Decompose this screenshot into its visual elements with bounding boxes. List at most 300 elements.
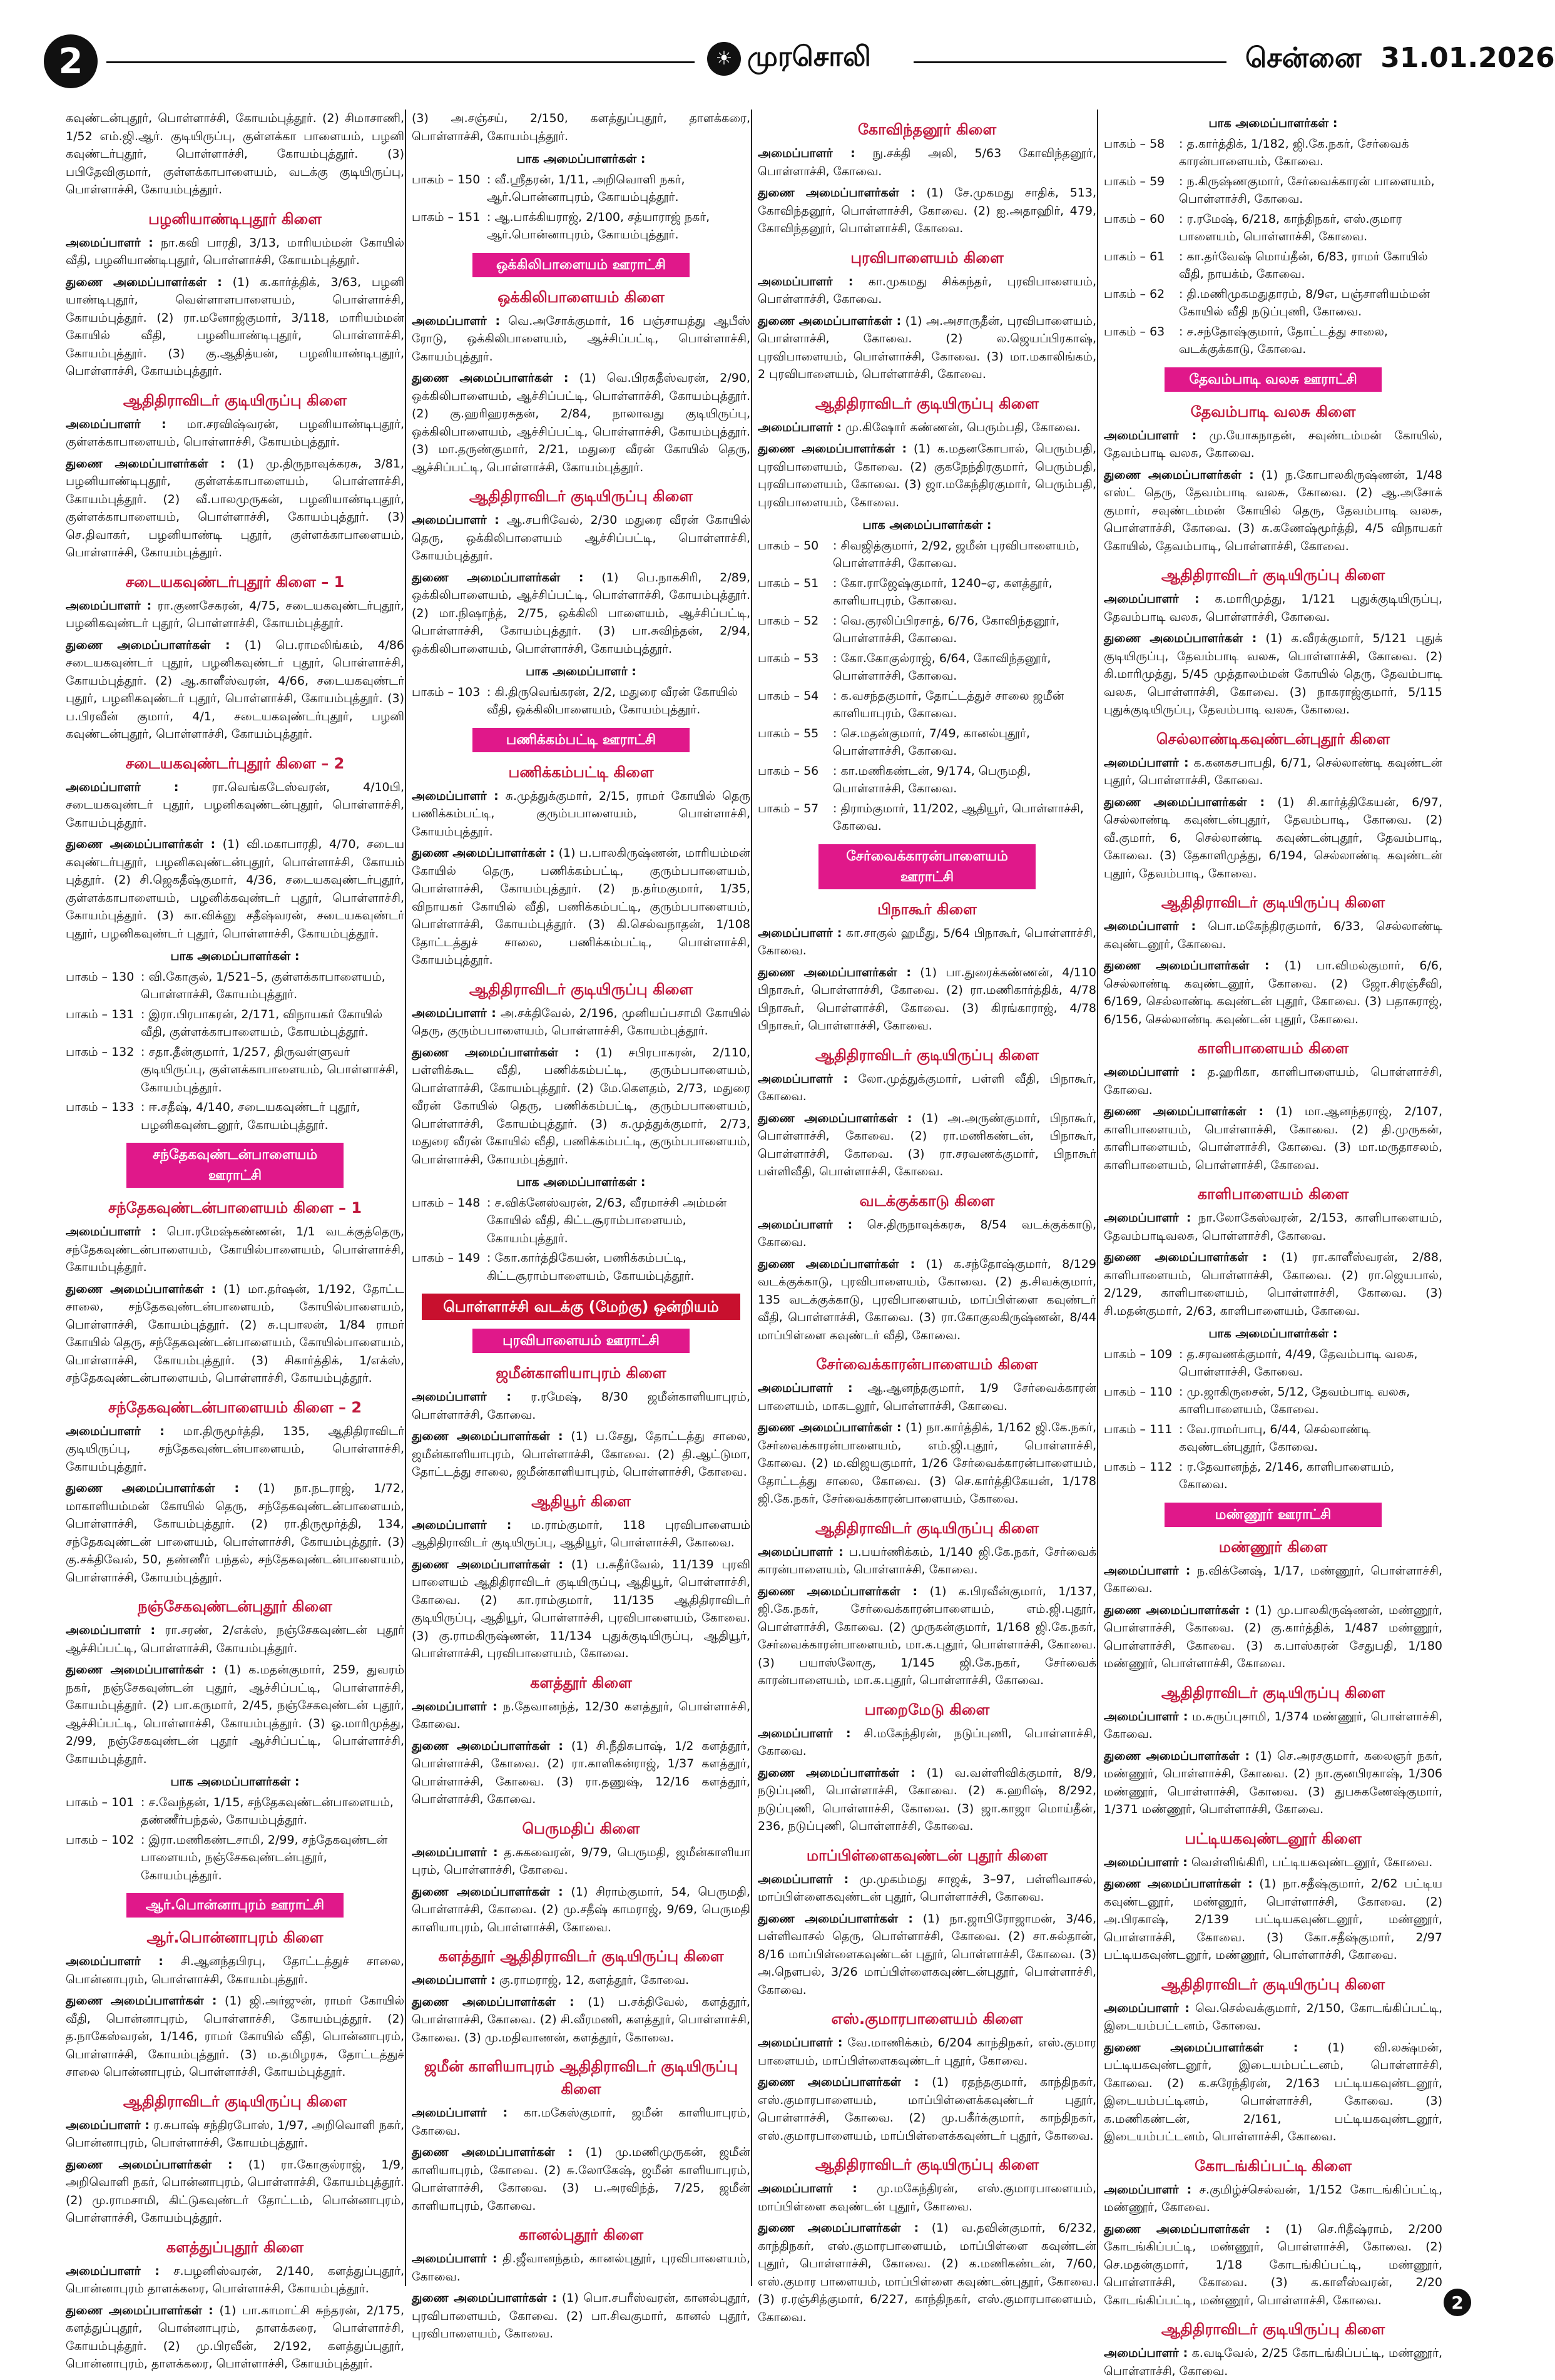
role-label: துணை அமைப்பாளர்கள் :: [412, 1994, 574, 2009]
appointment-text: ச.பழனிஸ்வரன், 2/140, களத்துப்புதூர், பொன்னாபுரம் தாளக்கரை, பொள்ளாச்சி, கோயம்புத்தூர்.: [66, 2264, 404, 2296]
appointment-paragraph: [412, 1427, 750, 1481]
appointment-text: செ.திருநாவுக்கரசு, 8/54 வடக்குக்காடு, கோவை.: [758, 1217, 1097, 1249]
appointment-text: (1) சி.கார்த்திகேயன், 6/97, செல்லாண்டி கவுண்டன்புதூர், தேவம்பாடி, கோவை. (2) வீ.குமார், 6, செல்லாண்டி கவுண்டன்புதூர், தேவம்பாடி, கோவை. (3) தேகாளிமுத்து, 6/194, செல்லாண்டி கவுண்டன் புதூர், தேவம்பாடி, கோவை.: [1104, 795, 1442, 881]
appointment-text: த.சுகவைரன், 9/79, பெருமதி, ஜமீன்காளியா புரம், பொள்ளாச்சி, கோவை.: [412, 1845, 750, 1877]
role-label: துணை அமைப்பாளர்கள் :: [1104, 1877, 1253, 1891]
branch-heading: காளிபாளையம் கிளை: [1197, 1185, 1349, 1203]
appointment-paragraph: [66, 779, 404, 832]
booth-row: [412, 1249, 750, 1285]
booth-organiser: : ச.சந்தோஷ்குமார், தோட்டத்து சாலை, வடக்குக்காடு, கோவை.: [1179, 324, 1388, 356]
appointment-paragraph: [758, 145, 1096, 180]
booth-organiser: : கோ.ராஜேஷ்குமார், 1240–ஏ, களத்தூர், காளியாபுரம், கோவை.: [833, 576, 1053, 608]
appointment-text: (3) அ.சஞ்சய், 2/150, களத்துப்புதூர், தாளக்கரை, பொள்ளாச்சி, கோயம்புத்தூர்.: [412, 111, 750, 143]
column-2: [412, 110, 751, 2341]
dateline: [1245, 42, 1555, 78]
column-1: [66, 110, 405, 2371]
panchayat-banner: சந்தேகவுண்டன்பாளையம் ஊராட்சி: [126, 1143, 344, 1188]
appointment-text: பொ.ரமேஷ்கண்ணன், 1/1 வடக்குத்தெரு, சந்தேகவுண்டன்பாளையம், கோயில்பாளையம், பொள்ளாச்சி, கோயம்புத்தூர்.: [66, 1225, 404, 1274]
role-label: துணை அமைப்பாளர்கள் :: [66, 837, 216, 851]
branch-heading: பெருமதிப் கிளை: [522, 1819, 640, 1837]
appointment-text: ஆ.சபரிவேல், 2/30 மதுரை வீரன் கோயில் தெரு, ஒக்கிலிபாளையம் ஆச்சிப்பட்டி, பொள்ளாச்சி, கோயம்புத்தூர்.: [412, 513, 750, 563]
appointment-text: வெ.செல்வக்குமார், 2/150, கோடங்கிப்பட்டி, இடையம்பட்டனம், கோவை.: [1104, 2001, 1443, 2033]
booth-number: பாகம் – 51: [758, 576, 819, 590]
role-label: அமைப்பாளர் :: [1104, 2346, 1188, 2360]
booth-row: [412, 683, 750, 719]
role-label: துணை அமைப்பாளர்கள் :: [1104, 1105, 1264, 1118]
booth-organiser: : ச.வேந்தன், 1/15, சந்தேகவுண்டன்பாளையம், தண்ணீர்பந்தல், கோயம்புத்தூர்.: [141, 1795, 394, 1827]
booth-number: பாகம் – 60: [1104, 212, 1165, 226]
appointment-text: மா.திருமூர்த்தி, 135, ஆதிதிராவிடர் குடியிருப்பு, சந்தேகவுண்டன்பாளையம், பொள்ளாச்சி, கோயம்புத்தூர்.: [66, 1424, 404, 1474]
appointment-text: (1) ப.சக்திவேல், களத்தூர், பொள்ளாச்சி, கோவை. (2) சி.வீரமணி, களத்தூர், பொள்ளாச்சி, கோவை. (3) மு.மதிவாணன், களத்தூர், கோவை.: [412, 1994, 750, 2045]
booth-number: பாகம் – 131: [66, 1007, 135, 1021]
appointment-paragraph: [1104, 1747, 1442, 1819]
appointment-text: லோ.முத்துக்குமார், பள்ளி வீதி, பிநாகூர், கோவை.: [758, 1071, 1097, 1103]
appointment-paragraph: [758, 924, 1096, 960]
booth-number: பாகம் – 112: [1104, 1459, 1173, 1474]
section-subheading: பாக அமைப்பாளர்கள் :: [1208, 116, 1338, 130]
masthead-title: முரசொலி: [747, 41, 871, 73]
role-label: அமைப்பாளர் :: [412, 1518, 512, 1532]
appointment-paragraph: [1104, 1875, 1442, 1964]
booth-row: [66, 1098, 404, 1134]
appointment-paragraph: [1104, 2039, 1442, 2146]
role-label: துணை அமைப்பாளர்கள் :: [412, 1884, 563, 1899]
booth-organiser: : கோ.கோகுல்ராஜ், 6/64, கோவிந்தனூர், பொள்ளாச்சி, கோவை.: [833, 651, 1051, 683]
appointment-text: (1) க.கார்த்திக், 3/63, பழனி யாண்டிபுதூர், வெள்ளாளபாளையம், பொள்ளாச்சி, கோயம்புத்தூர். (2) ரா.மனோஜ்குமார், 3/118, மாரியம்மன் கோயில் வீதி, பழனியாண்டிபுதூர், பொள்ளாச்சி, கோயம்புத்தூர். (3) கு.ஆதித்யன், பழனியாண்டிபுதூர், பொள்ளாச்சி, கோயம்புத்தூர்.: [66, 275, 405, 378]
appointment-text: க.வடிவேல், 2/25 கோடங்கிப்பட்டி, மண்ணூர், பொள்ளாச்சி, கோவை.: [1104, 2346, 1443, 2378]
branch-heading: கோவிந்தனூர் கிளை: [857, 121, 997, 138]
booth-row: [66, 1006, 404, 1041]
appointment-paragraph: [412, 110, 750, 145]
appointment-text: ஆ.ஆனந்தகுமார், 1/9 சேர்வைக்காரன் பாளையம், மாகடலூர், பொள்ளாச்சி, கோவை.: [758, 1381, 1096, 1413]
appointment-text: (1) ப.சுதீர்வேல், 11/139 புரவி பாளையம் ஆதிதிராவிடர் குடியிருப்பு, ஆதியூர், பொள்ளாச்சி, கோவை. (2) கா.ராம்குமார், 11/135 ஆதிதிராவிடர் குடியிருப்பு, ஆதியூர், பொள்ளாச்சி, புரவிபாளையம், கோவை. (3) கு.ராமகிருஷ்ணன், 11/134 புதுக்குடியிருப்பு, ஆதியூர், பொள்ளாச்சி, புரவிபாளையம், கோவை.: [412, 1557, 750, 1660]
appointment-text: (1) மா.ஆனந்தராஜ், 2/107, காளிபாளையம், பொள்ளாச்சி, கோவை. (2) தி.முருகன், காளிபாளையம், பொள்ளாச்சி, கோவை. (3) மா.மருதாசலம், காளிபாளையம், பொள்ளாச்சி, கோவை.: [1104, 1105, 1442, 1172]
appointment-text: நு.சக்தி அலி, 5/63 கோவிந்தனூர், பொள்ளாச்சி, கோவை.: [758, 146, 1096, 178]
appointment-paragraph: [412, 1971, 750, 1989]
appointment-paragraph: [758, 1764, 1096, 1836]
appointment-text: ந.தேவானந்த், 12/30 களத்தூர், பொள்ளாச்சி, கோவை.: [412, 1699, 751, 1731]
branch-heading: ஜமீன் காளியாபுரம் ஆதிதிராவிடர் குடியிருப்பு கிளை: [424, 2058, 738, 2098]
booth-row: [1104, 210, 1442, 246]
booth-number: பாகம் – 110: [1104, 1384, 1173, 1399]
booth-row: [758, 687, 1096, 723]
appointment-text: மு.முகம்மது சாஜக், 3–97, பள்ளிவாசல், மாப்பிள்ளைகவுண்டன் புதூர், பொள்ளாச்சி, கோவை.: [758, 1872, 1096, 1904]
role-label: துணை அமைப்பாளர்கள் :: [66, 275, 222, 289]
panchayat-banner: புரவிபாளையம் ஊராட்சி: [472, 1329, 690, 1353]
role-label: அமைப்பாளர் :: [66, 235, 153, 250]
booth-number: பாகம் – 58: [1104, 136, 1165, 151]
appointment-paragraph: [412, 2104, 750, 2140]
role-label: துணை அமைப்பாளர்கள் :: [66, 1663, 217, 1677]
header-rule-left: [106, 61, 695, 63]
appointment-paragraph: [412, 2250, 750, 2286]
branch-heading: ஆதிதிராவிடர் குடியிருப்பு கிளை: [469, 488, 693, 505]
booth-number: பாகம் – 101: [66, 1795, 135, 1809]
appointment-text: கா.முகமது சிக்கந்தர், புரவிபாளையம், பொள்ளாச்சி, கோவை.: [758, 274, 1096, 306]
appointment-text: (1) வெ.பிரகதீஸ்வரன், 2/90, ஒக்கிலிபாளையம், ஆச்சிப்பட்டி, பொள்ளாச்சி, கோயம்புத்தூர். (2) கு.ஹரிஹரசுதன், 2/84, நாலாவது குடியிருப்பு, ஒக்கிலிபாளையம், ஆச்சிப்பட்டி, பொள்ளாச்சி, கோயம்புத்தூர். (3) மா.தருண்குமார், 2/21, மதுரை வீரன் கோயில் தெரு, ஆச்சிப்பட்டி, பொள்ளாச்சி, கோயம்புத்தூர்.: [412, 371, 750, 474]
appointment-paragraph: [412, 1388, 750, 1424]
footer-page-number: 2: [1444, 2289, 1471, 2316]
booth-row: [1104, 323, 1442, 359]
appointment-text: த.ஹரிகா, காளிபாளையம், பொள்ளாச்சி, கோவை.: [1104, 1065, 1443, 1097]
section-subheading: பாக அமைப்பாளர்கள் :: [1208, 1327, 1338, 1341]
appointment-paragraph: [758, 1379, 1096, 1415]
role-label: அமைப்பாளர் :: [758, 1071, 849, 1086]
role-label: துணை அமைப்பாளர்கள் :: [412, 2145, 573, 2159]
role-label: அமைப்பாளர் :: [1104, 1709, 1188, 1724]
branch-heading: ஆதிதிராவிடர் குடியிருப்பு கிளை: [815, 1519, 1039, 1537]
appointment-text: (1) சபிரபாகரன், 2/110, பள்ளிக்கூட வீதி, பணிக்கம்பட்டி, குரும்பபாளையம், பொள்ளாச்சி, கோயம்புத்தூர். (2) மே.கௌதம், 2/73, மதுரை வீரன் கோயில் தெரு, பணிக்கம்பட்டி, குரும்பபாளையம், பொள்ளாச்சி, கோயம்புத்தூர். (3) சு.முத்துக்குமார், 2/73, மதுரை வீரன் கோயில் வீதி, பணிக்கம்பட்டி, குரும்பபாளையம், பொள்ளாச்சி, கோயம்புத்தூர்.: [412, 1045, 751, 1167]
appointment-text: (1) பொ.சபரீஸ்வரன், கானல்புதூர், புரவிபாளையம், கோவை. (2) பா.சிவகுமார், கானல் புதூர், புரவிபாளையம், கோவை.: [412, 2291, 751, 2341]
booth-row: [758, 650, 1096, 685]
booth-number: பாகம் – 57: [758, 801, 819, 815]
appointment-paragraph: [66, 1622, 404, 1657]
booth-number: பாகம் – 61: [1104, 249, 1165, 263]
branch-heading: சேர்வைக்காரன்பாளையம் கிளை: [816, 1356, 1038, 1373]
booth-organiser: : தி.மணிமுகமதுதாரம், 8/9எ, பஞ்சாளியம்மன் கோயில் வீதி நடுப்புணி, கோவை.: [1179, 287, 1430, 319]
appointment-text: (1) செ.ரிதீஷ்ராம், 2/200 கோடங்கிப்பட்டி, மண்ணூர், பொள்ளாச்சி, கோவை. (2) செ.மதன்குமார், 1/18 கோடங்கிப்பட்டி, மண்ணூர், பொள்ளாச்சி, கோவை. (3) க.காளீஸ்வரன், 2/20 கோடங்கிப்பட்டி, மண்ணூர், பொள்ளாச்சி, கோவை.: [1104, 2222, 1442, 2307]
appointment-paragraph: [412, 1993, 750, 2047]
section-subheading: பாக அமைப்பாளர்கள் :: [170, 949, 300, 963]
role-label: துணை அமைப்பாளர்கள் :: [412, 1557, 563, 1571]
booth-row: [1104, 248, 1442, 283]
appointment-text: (1) மு.மணிமுருகன், ஜமீன் காளியாபுரம், கோவை. (2) சு.லோகேஷ், ஜமீன் காளியாபுரம், பொள்ளாச்சி, கோவை. (3) ப.அரவிந்த், 7/25, ஜமீன் காளியாபுரம், கோவை.: [412, 2145, 750, 2213]
branch-heading: பழனியாண்டிபுதூர் கிளை: [148, 210, 322, 228]
appointment-paragraph: [412, 1844, 750, 1879]
role-label: அமைப்பாளர் :: [66, 780, 179, 794]
booth-row: [1104, 1421, 1442, 1456]
role-label: துணை அமைப்பாளர்கள் :: [758, 1257, 915, 1271]
appointment-text: (1) வ.வள்ளிவிக்குமார், 8/9, நடுப்புணி, பொள்ளாச்சி, கோவை. (2) க.ஹரிஷ், 8/292, நடுப்புணி, பொள்ளாச்சி, கோவை. (3) ஜா.காஜா மொய்தீன், 236, நடுப்புணி, பொள்ளாச்சி, கோவை.: [758, 1765, 1097, 1833]
role-label: துணை அமைப்பாளர்கள் :: [412, 1045, 579, 1060]
role-label: அமைப்பாளர் :: [66, 1954, 163, 1968]
branch-heading: தேவம்பாடி வலசு கிளை: [1190, 402, 1356, 421]
branch-heading: எஸ்.குமாரபாளையம் கிளை: [831, 2010, 1023, 2028]
appointment-paragraph: [66, 1953, 404, 1988]
appointment-paragraph: [412, 844, 750, 969]
appointment-text: ப.பயர்ணிக்கம், 1/140 ஜி.கே.நகர், சேர்வைக் காரன்பாளையம், பொள்ளாச்சி, கோவை.: [758, 1545, 1096, 1576]
branch-heading: சடையகவுண்டர்புதூர் கிளை – 1: [125, 573, 345, 591]
appointment-paragraph: [412, 511, 750, 565]
header-rule-right: [914, 61, 1226, 63]
role-label: துணை அமைப்பாளர்கள் :: [758, 2221, 919, 2235]
page-number-badge: 2: [44, 34, 98, 88]
role-label: அமைப்பாளர் :: [1104, 592, 1200, 606]
booth-row: [66, 968, 404, 1004]
role-label: அமைப்பாளர் :: [66, 1623, 156, 1637]
role-label: துணை அமைப்பாளர்கள் :: [66, 1994, 217, 2008]
appointment-paragraph: [412, 1737, 750, 1809]
booth-organiser: : ஆ.பாக்கியராஜ், 2/100, சத்யாராஜ் நகர், ஆர்.பொன்னாபுரம், கோயம்புத்தூர்.: [487, 210, 710, 242]
appointment-text: ந.விக்னேஷ், 1/17, மண்ணூர், பொள்ளாச்சி, கோவை.: [1104, 1563, 1442, 1595]
booth-row: [412, 171, 750, 207]
appointment-paragraph: [1104, 754, 1442, 790]
role-label: அமைப்பாளர் :: [412, 1699, 497, 1713]
appointment-paragraph: [1104, 917, 1442, 953]
appointment-text: (1) க.மதன்குமார், 259, துவரம் நகர், நஞ்சேகவுண்டன் புதூர், ஆச்சிப்பட்டி, பொள்ளாச்சி, கோயம்புத்தூர். (2) பா.கருமார், 2/45, நஞ்சேகவுண்டன் புதூர், ஆச்சிப்பட்டி, பொள்ளாச்சி, கோயம்புத்தூர். (3) ஓ.மாரிமுத்து, 2/99, நஞ்சேகவுண்டன் புதூர் ஆச்சிப்பட்டி, பொள்ளாச்சி, கோயம்புத்தூர்.: [66, 1663, 405, 1766]
appointment-paragraph: [758, 1871, 1096, 1906]
role-label: அமைப்பாளர் :: [1104, 1211, 1191, 1225]
appointment-paragraph: [412, 1044, 750, 1169]
appointment-text: சி.ஆனந்தபிரபு, தோட்டத்துச் சாலை, பொன்னாபுரம், பொள்ளாச்சி, கோயம்புத்தூர்.: [66, 1954, 404, 1986]
appointment-paragraph: [1104, 630, 1442, 719]
role-label: துணை அமைப்பாளர்கள் :: [412, 371, 569, 385]
role-label: துணை அமைப்பாளர்கள் :: [412, 1739, 564, 1753]
branch-heading: சடையகவுண்டர்புதூர் கிளை – 2: [125, 754, 345, 772]
appointment-text: (1) ந.கோபாலகிருஷ்ணன், 1/48 எஸ்ட் தெரு, தேவம்பாடி வலசு, கோவை. (2) ஆ.அசோக் குமார், சவுண்டம்மன் கோயில் தெரு, தேவம்பாடி வலசு, பொள்ளாச்சி, கோவை. (3) சு.கணேஷ்மூர்த்தி, 4/5 விநாயகர் கோயில், தேவம்பாடி, பொள்ளாச்சி, கோவை.: [1104, 467, 1442, 553]
branch-heading: களத்தூர் கிளை: [530, 1673, 632, 1692]
appointment-paragraph: [758, 1910, 1096, 2000]
appointment-paragraph: [66, 2302, 404, 2373]
role-label: அமைப்பாளர் :: [412, 2106, 508, 2120]
branch-heading: ஆதிதிராவிடர் குடியிருப்பு கிளை: [815, 1046, 1039, 1064]
booth-number: பாகம் – 130: [66, 969, 135, 984]
booth-organiser: : சதா.தீன்குமார், 1/257, திருவள்ளுவர் குடியிருப்பு, குள்ளக்காபாளையம், பொள்ளாச்சி, கோயம்புத்தூர்.: [141, 1044, 399, 1095]
booth-organiser: : ந.கிருஷ்ணகுமார், சேர்வைக்காரன் பாளையம், பொள்ளாச்சி, கோவை.: [1179, 174, 1435, 206]
appointment-paragraph: [66, 234, 404, 270]
role-label: துணை அமைப்பாளர்கள் :: [758, 2075, 919, 2089]
appointment-paragraph: [412, 1516, 750, 1552]
appointment-paragraph: [412, 2143, 750, 2215]
appointment-paragraph: [412, 2289, 750, 2343]
panchayat-banner: மண்ணூர் ஊராட்சி: [1165, 1503, 1382, 1527]
appointment-paragraph: [758, 312, 1096, 384]
appointment-paragraph: [66, 1992, 404, 2081]
appointment-text: ச.குமிழ்ச்செல்வன், 1/152 கோடங்கிப்பட்டி, மண்ணூர், கோவை.: [1104, 2182, 1443, 2214]
role-label: துணை அமைப்பாளர்கள் :: [1104, 631, 1257, 645]
appointment-text: (1) அ.அசாருதீன், புரவிபாளையம், பொள்ளாச்சி, கோவை. (2) ல.ஜெயப்பிரகாஷ், புரவிபாளையம், பொள்ளாச்சி, கோவை. (3) மா.மகாலிங்கம், 2 புரவிபாளையம், பொள்ளாச்சி, கோவை.: [758, 314, 1096, 381]
dateline-city: சென்னை: [1245, 42, 1362, 74]
appointment-text: கவுண்டன்புதூர், பொள்ளாச்சி, கோயம்புத்தூர். (2) சிமாசாணி, 1/52 எம்.ஜி.ஆர். குடியிருப்பு, குள்ளக்கா பாளையம், பழனி கவுண்டர்புதூர், பொள்ளாச்சி, கோயம்புத்தூர். (3) பபிதேவிகுமார், குள்ளக்காபாளையம், வடக்கு குடியிருப்பு, பொள்ளாச்சி, கோயம்புத்தூர்.: [66, 111, 404, 197]
booth-organiser: : கா.தர்வேஷ் மொய்தீன், 6/83, ராமர் கோயில் வீதி, நாயக்ம், கோவை.: [1179, 249, 1428, 281]
branch-heading: ஒக்கிலிபாளையம் கிளை: [497, 288, 665, 306]
appointment-text: (1) பா.விமல்குமார், 6/6, செல்லாண்டி கவுண்டனூர், கோவை. (2) ஜோ.சிரஞ்சீவி, 6/169, செல்லாண்டி கவுண்டன் புதூர், கோவை. (3) பதாசுராஜ், 6/156, செல்லாண்டி கவுண்டன் புதூர், கோவை.: [1104, 959, 1442, 1026]
role-label: அமைப்பாளர் :: [66, 598, 152, 613]
booth-organiser: : த.சரவணக்குமார், 4/49, தேவம்பாடி வலசு, பொள்ளாச்சி, கோவை.: [1179, 1347, 1418, 1379]
booth-row: [412, 1194, 750, 1248]
appointment-paragraph: [412, 312, 750, 366]
appointment-paragraph: [66, 273, 404, 380]
appointment-paragraph: [66, 110, 404, 199]
appointment-text: க.கனகசபாபதி, 6/71, செல்லாண்டி கவுண்டன் புதூர், பொள்ளாச்சி, கோவை.: [1104, 755, 1443, 787]
booth-number: பாகம் – 63: [1104, 324, 1165, 339]
appointment-text: ரா.வெங்கடேஸ்வரன், 4/10பி, சடையகவுண்டர் புதூர், பழனிகவுண்டன்புதூர், பொள்ளாச்சி, கோயம்புத்தூர்.: [66, 780, 404, 830]
role-label: துணை அமைப்பாளர்கள் :: [1104, 1749, 1250, 1763]
appointment-text: வே.மாணிக்கம், 6/204 காந்திநகர், எஸ்.குமார பாளையம், மாப்பிள்ளைகவுண்டர் புதூர், கோவை.: [758, 2036, 1096, 2068]
appointment-text: தி.ஜீவானந்தம், கானல்புதூர், புரவிபாளையம், கோவை.: [412, 2252, 751, 2284]
role-label: அமைப்பாளர் :: [758, 2182, 857, 2195]
rising-sun-logo-icon: ☀: [707, 42, 741, 76]
branch-heading: கானல்புதூர் கிளை: [518, 2226, 644, 2244]
role-label: அமைப்பாளர் :: [1104, 1855, 1188, 1869]
branch-heading: களத்தூர் ஆதிதிராவிடர் குடியிருப்பு கிளை: [438, 1948, 724, 1965]
role-label: அமைப்பாளர் :: [1104, 755, 1189, 770]
booth-organiser: : கி.திருவெங்கரன், 2/2, மதுரை வீரன் கோயில் வீதி, ஒக்கிலிபாளையம், கோயம்புத்தூர்.: [487, 685, 738, 717]
booth-number: பாகம் – 55: [758, 726, 819, 740]
section-subheading: பாக அமைப்பாளர் :: [526, 665, 636, 678]
booth-row: [66, 1043, 404, 1097]
appointment-paragraph: [1104, 957, 1442, 1028]
branch-heading: கோடங்கிப்பட்டி கிளை: [1194, 2157, 1352, 2175]
booth-organiser: : த.கார்த்திக், 1/182, ஜி.கே.நகர், சேர்வைக் காரன்பாளையம், கோவை.: [1179, 136, 1409, 168]
booth-organiser: : திராம்குமார், 11/202, ஆதியூர், பொள்ளாச்சி, கோவை.: [833, 801, 1084, 833]
booth-number: பாகம் – 132: [66, 1044, 135, 1059]
role-label: துணை அமைப்பாளர்கள் :: [1104, 2040, 1298, 2055]
appointment-paragraph: [758, 964, 1096, 1035]
appointment-text: (1) செ.அரசகுமார், கலைஞர் நகர், மண்ணூர், பொள்ளாச்சி, கோவை. (2) நா.குனபிரகாஷ், 1/306 மண்ணூர், பொள்ளாச்சி, கோவை. (3) துபசுகணேஷ்குமார், 1/371 மண்ணூர், பொள்ளாச்சி, கோவை.: [1104, 1749, 1442, 1816]
appointment-text: (1) ரா.காளீஸ்வரன், 2/88, காளிபாளையம், பொள்ளாச்சி, கோவை. (2) ரா.ஜெயபால், 2/129, காளிபாளையம், பொள்ளாச்சி, கோவை. (3) சி.மதன்குமார், 2/63, காளிபாளையம், கோவை.: [1104, 1250, 1442, 1318]
branch-heading: காளிபாளையம் கிளை: [1197, 1039, 1349, 1057]
appointment-text: ர.ரமேஷ், 8/30 ஜமீன்காளியாபுரம், பொள்ளாச்சி, கோவை.: [412, 1390, 750, 1422]
role-label: அமைப்பாளர் :: [412, 1006, 496, 1020]
branch-heading: புரவிபாளையம் கிளை: [850, 248, 1004, 267]
appointment-text: (1) சி.நீதிசுபாஷ், 1/2 களத்தூர், பொள்ளாச்சி, கோவை. (2) ரா.காளிகன்ராஜ், 1/37 களத்தூர், பொள்ளாச்சி, கோவை. (3) ரா.தணுஷ், 12/16 களத்தூர், பொள்ளாச்சி, கோவை.: [412, 1739, 750, 1806]
booth-row: [758, 725, 1096, 760]
branch-heading: செல்லாண்டிகவுண்டன்புதூர் கிளை: [1156, 730, 1390, 748]
role-label: துணை அமைப்பாளர்கள் :: [412, 570, 584, 585]
role-label: துணை அமைப்பாளர்கள் :: [1104, 1603, 1250, 1617]
booth-organiser: : இரா.மணிகண்டசாமி, 2/99, சந்தேகவுண்டன் பாளையம், நஞ்சேகவுண்டன்புதூர், கோயம்புத்தூர்.: [141, 1832, 388, 1882]
booth-row: [66, 1794, 404, 1829]
role-label: அமைப்பாளர் :: [66, 2264, 160, 2278]
role-label: அமைப்பாளர் :: [758, 926, 842, 940]
appointment-text: (1) மா.தர்ஷன், 1/192, தோட்ட சாலை, சந்தேகவுண்டன்பாளையம், கோயில்பாளையம், பொள்ளாச்சி, கோயம்புத்தூர். (2) சு.புபாலன், 1/84 ராமர் கோயில் தெரு, சந்தேகவுண்டன்பாளையம், கோயில்பாளையம், பொள்ளாச்சி, கோயம்புத்தூர். (3) சிகார்த்திக், 1/எக்ஸ், சந்தேகவுண்டன்பாளையம், பொள்ளாச்சி, கோயம்புத்தூர்.: [66, 1282, 404, 1385]
appointment-text: கா.மகேஸ்குமார், ஜமீன் காளியாபுரம், கோவை.: [412, 2106, 750, 2138]
booth-organiser: : ஈ.சதீஷ், 4/140, சடையகவுண்டர் புதூர், பழனிகவுண்டனூர், கோயம்புத்தூர்.: [141, 1100, 360, 1132]
appointment-paragraph: [1104, 1562, 1442, 1598]
branch-heading: ஆதிதிராவிடர் குடியிருப்பு கிளை: [815, 2156, 1039, 2173]
role-label: அமைப்பாளர் :: [1104, 2182, 1192, 2197]
appointment-paragraph: [758, 1725, 1096, 1760]
appointment-paragraph: [1104, 1063, 1442, 1099]
role-label: அமைப்பாளர் :: [1104, 1065, 1196, 1079]
booth-organiser: : செ.மதன்குமார், 7/49, கானல்புதூர், பொள்ளாச்சி, கோவை.: [833, 726, 1031, 758]
booth-organiser: : கோ.கார்த்திகேயன், பணிக்கம்பட்டி, கிட்டசூராம்பாளையம், கோயம்புத்தூர்.: [487, 1251, 695, 1283]
panchayat-banner: பணிக்கம்பட்டி ஊராட்சி: [472, 728, 690, 752]
appointment-text: (1) வி.மகாபாரதி, 4/70, சடைய கவுண்டர்புதூர், பழனிகவுண்டன்புதூர், பொள்ளாச்சி, கோயம் புத்தூர். (2) சி.ஜெகதீஷ்குமார், 4/36, சடையகவுண்டர்புதூர், குள்ளக்காபாளையம், பழனிக்கவுண்டர் புதூர், பொள்ளாச்சி, கோயம்புத்தூர். (3) கா.விக்னு சதீஷ்வரன், சடையகவுண்டர் புதூர், பழனிகவுண்டர் புதூர், பொள்ளாச்சி, கோயம்புத்தூர்.: [66, 837, 405, 941]
appointment-paragraph: [1104, 1601, 1442, 1673]
branch-heading: ஆதிதிராவிடர் குடியிருப்பு கிளை: [1161, 1683, 1385, 1702]
panchayat-banner: ஆர்.பொன்னாபுரம் ஊராட்சி: [126, 1893, 344, 1918]
appointment-text: (1) ரா.கோகுல்ராஜ், 1/9, அறிவொளி நகர், பொன்னாபுரம், பொள்ளாச்சி, கோயம்புத்தூர். (2) மு.ராமசாமி, கிட்டுகவுண்டர் தோட்டம், பொன்னாபுரம், பொள்ளாச்சி, கோயம்புத்தூர்.: [66, 2157, 404, 2225]
role-label: துணை அமைப்பாளர்கள் :: [412, 2291, 557, 2305]
appointment-text: (1) ப.சேது, தோட்டத்து சாலை, ஜமீன்காளியாபுரம், பொள்ளாச்சி, கோவை. (2) தி.ஆட்டுமா, தோட்டத்து சாலை, ஜமீன்காளியாபுரம், பொள்ளாச்சி, கோவை.: [412, 1429, 750, 1479]
dateline-date: 31.01.2026: [1380, 42, 1555, 74]
appointment-paragraph: [758, 184, 1096, 238]
appointment-text: (1) வி.லக்ஷ்மன், பட்டியகவுண்டனூர், இடையம்பட்டனம், பொள்ளாச்சி, கோவை. (2) க.சுரேந்திரன், 2/163 பட்டியகவுண்டனூர், இடையம்பட்டினம், பொள்ளாச்சி, கோவை. (3) க.மணிகண்டன், 2/161, பட்டியகவுண்டனூர், இடையம்பட்டனம், பொள்ளாச்சி, கோவை.: [1104, 2040, 1443, 2143]
branch-heading: ஆர்.பொன்னாபுரம் கிளை: [146, 1929, 324, 1946]
booth-number: பாகம் – 149: [412, 1251, 481, 1265]
appointment-text: மு.யோகநாதன், சவுண்டம்மன் கோயில், தேவம்பாடி வலசு, கோவை.: [1104, 428, 1443, 460]
booth-number: பாகம் – 151: [412, 210, 481, 224]
appointment-paragraph: [66, 835, 404, 942]
booth-number: பாகம் – 148: [412, 1195, 481, 1210]
branch-heading: சந்தேகவுண்டன்பாளையம் கிளை – 1: [108, 1199, 362, 1217]
appointment-paragraph: [412, 569, 750, 658]
appointment-paragraph: [1104, 2220, 1442, 2310]
appointment-text: ம.ராம்குமார், 118 புரவிபாளையம் ஆதிதிராவிடர் குடியிருப்பு, ஆதியூர், பொள்ளாச்சி, கோவை.: [412, 1518, 751, 1550]
appointment-text: (1) நா.சதீஷ்குமார், 2/62 பட்டிய கவுண்டனூர், மண்ணூர், பொள்ளாச்சி, கோவை. (2) அ.பிரகாஷ், 2/139 பட்டியகவுண்டனூர், மண்ணூர், பொள்ளாச்சி, கோவை. (3) கோ.சதீஷ்குமார், 2/97 பட்டியகவுண்டனூர், மண்ணூர், பொள்ளாச்சி, கோவை.: [1104, 1877, 1442, 1962]
appointment-paragraph: [412, 787, 750, 841]
booth-organiser: : இரா.பிரபாகரன், 2/171, விநாயகர் கோயில் வீதி, குள்ளக்காபாளையம், கோயம்புத்தூர்.: [141, 1007, 383, 1039]
booth-row: [1104, 1346, 1442, 1381]
role-label: அமைப்பாளர் :: [758, 420, 842, 434]
branch-heading: ஜமீன்காளியாபுரம் கிளை: [496, 1364, 666, 1382]
column-4: [1104, 110, 1443, 2378]
role-label: அமைப்பாளர் :: [1104, 2001, 1190, 2015]
role-label: துணை அமைப்பாளர்கள் :: [758, 1765, 915, 1780]
role-label: அமைப்பாளர் :: [758, 146, 855, 160]
appointment-text: ம.சுருப்புசாமி, 1/374 மண்ணூர், பொள்ளாச்சி, கோவை.: [1104, 1709, 1442, 1741]
appointment-text: சி.மகேந்திரன், நடுப்புணி, பொள்ளாச்சி, கோவை.: [758, 1726, 1096, 1758]
booth-row: [1104, 285, 1442, 321]
role-label: அமைப்பாளர் :: [758, 274, 854, 289]
booth-number: பாகம் – 62: [1104, 287, 1165, 301]
section-subheading: பாக அமைப்பாளர்கள் :: [170, 1775, 300, 1789]
booth-row: [758, 800, 1096, 835]
booth-number: பாகம் – 133: [66, 1100, 135, 1114]
appointment-text: (1) பெ.ராமலிங்கம், 4/86 சடையகவுண்டர் புதூர், பழனிகவுண்டர் புதூர், பொள்ளாச்சி, கோயம்புத்தூர். (2) ஆ.காளீஸ்வரன், 4/66, சடையகவுண்டர் புதூர், பழனிகவுண்டர் புதூர், பொள்ளாச்சி, கோயம்புத்தூர். (3) ப.பிரவீன் குமார், 4/1, சடையகவுண்டர்புதூர், பழனி கவுண்டன்புதூர், பொள்ளாச்சி, கோயம்புத்தூர்.: [66, 638, 404, 741]
appointment-paragraph: [412, 1004, 750, 1040]
appointment-paragraph: [66, 2117, 404, 2152]
appointment-paragraph: [66, 636, 404, 743]
branch-heading: ஆதிதிராவிடர் குடியிருப்பு கிளை: [469, 980, 693, 998]
panchayat-banner: தேவம்பாடி வலசு ஊராட்சி: [1165, 367, 1382, 392]
appointment-paragraph: [758, 419, 1096, 437]
branch-heading: மண்ணூர் கிளை: [1218, 1538, 1328, 1556]
appointment-text: சு.முத்துக்குமார், 2/15, ராமர் கோயில் தெரு பணிக்கம்பட்டி, குரும்பபாளையம், பொள்ளாச்சி, கோயம்புத்தூர்.: [412, 789, 750, 839]
role-label: அமைப்பாளர் :: [412, 1973, 496, 1987]
column-rule: [751, 110, 752, 2286]
appointment-paragraph: [412, 1556, 750, 1663]
appointment-text: கா.சாகுல் ஹமீது, 5/64 பிநாகூர், பொள்ளாச்சி, கோவை.: [758, 926, 1096, 958]
appointment-text: (1) க.சந்தோஷ்குமார், 8/129 வடக்குக்காடு, புரவிபாளையம், கோவை. (2) த.சிவக்குமார், 135 வடக்குக்காடு, புரவிபாளையம், மாப்பிள்ளை கவுண்டர் வீதி, பொள்ளாச்சி, கோவை. (3) ரா.கோகுலகிருஷ்ணன், 8/44 மாப்பிள்ளை கவுண்டர் வீதி, கோவை.: [758, 1257, 1097, 1342]
appointment-paragraph: [1104, 794, 1442, 883]
branch-heading: ஆதிதிராவிடர் குடியிருப்பு கிளை: [1161, 894, 1385, 911]
appointment-text: (1) மு.திருநாவுக்கரசு, 3/81, பழனியாண்டிபுதூர், குள்ளக்காபாளையம், பொள்ளாச்சி, கோயம்புத்தூர். (2) வீ.பாலமுருகன், பழனியாண்டிபுதூர், குள்ளக்காபாளையம், பொள்ளாச்சி, கோயம்புத்தூர். (3) செ.திவாகர், பழனியாண்டி புதூர், குள்ளக்காபாளையம், பொள்ளாச்சி, கோயம்புத்தூர்.: [66, 456, 404, 559]
branch-heading: ஆதிதிராவிடர் குடியிருப்பு கிளை: [123, 391, 347, 409]
booth-row: [412, 208, 750, 244]
appointment-text: (1) பா.துரைக்கண்ணன், 4/110 பிநாகூர், பொள்ளாச்சி, கோவை. (2) ரா.மணிகார்த்திக், 4/78 பிநாகூர், பொள்ளாச்சி, கோவை. (3) கிரங்காராஜ், 4/78 பிநாகூர், பொள்ளாச்சி, கோவை.: [758, 965, 1096, 1033]
appointment-paragraph: [412, 369, 750, 476]
appointment-paragraph: [1104, 2181, 1442, 2217]
appointment-text: ர.சுபாஷ் சந்திரபோஸ், 1/97, அறிவொளி நகர், பொன்னாபுரம், பொள்ளாச்சி, கோயம்புத்தூர்.: [66, 2118, 404, 2150]
appointment-paragraph: [66, 2156, 404, 2227]
panchayat-banner: சேர்வைக்காரன்பாளையம் ஊராட்சி: [818, 844, 1036, 889]
appointment-paragraph: [758, 2180, 1096, 2215]
role-label: துணை அமைப்பாளர்கள் :: [758, 965, 911, 979]
role-label: துணை அமைப்பாளர்கள் :: [758, 442, 907, 456]
booth-row: [1104, 1383, 1442, 1419]
role-label: துணை அமைப்பாளர்கள் :: [1104, 2222, 1270, 2236]
booth-row: [1104, 1458, 1442, 1494]
role-label: அமைப்பாளர் :: [758, 1217, 853, 1232]
appointment-paragraph: [66, 1479, 404, 1586]
appointment-paragraph: [758, 1216, 1096, 1252]
role-label: துணை அமைப்பாளர்கள் :: [758, 1111, 912, 1125]
appointment-paragraph: [1104, 1854, 1442, 1872]
appointment-paragraph: [758, 1255, 1096, 1345]
branch-heading: பணிக்கம்பட்டி கிளை: [508, 763, 654, 781]
booth-number: பாகம் – 111: [1104, 1422, 1173, 1436]
role-label: அமைப்பாளர் :: [758, 2036, 843, 2050]
role-label: அமைப்பாளர் :: [1104, 428, 1197, 442]
booth-organiser: : வெ.குரலிப்பிரசாத், 6/76, கோவிந்தனூர், பொள்ளாச்சி, கோவை.: [833, 613, 1060, 645]
appointment-paragraph: [758, 1419, 1096, 1508]
appointment-paragraph: [66, 2262, 404, 2298]
appointment-text: வெள்ளிங்கிரி, பட்டியகவுண்டனூர், கோவை.: [1191, 1855, 1433, 1869]
column-rule: [1097, 110, 1098, 2286]
